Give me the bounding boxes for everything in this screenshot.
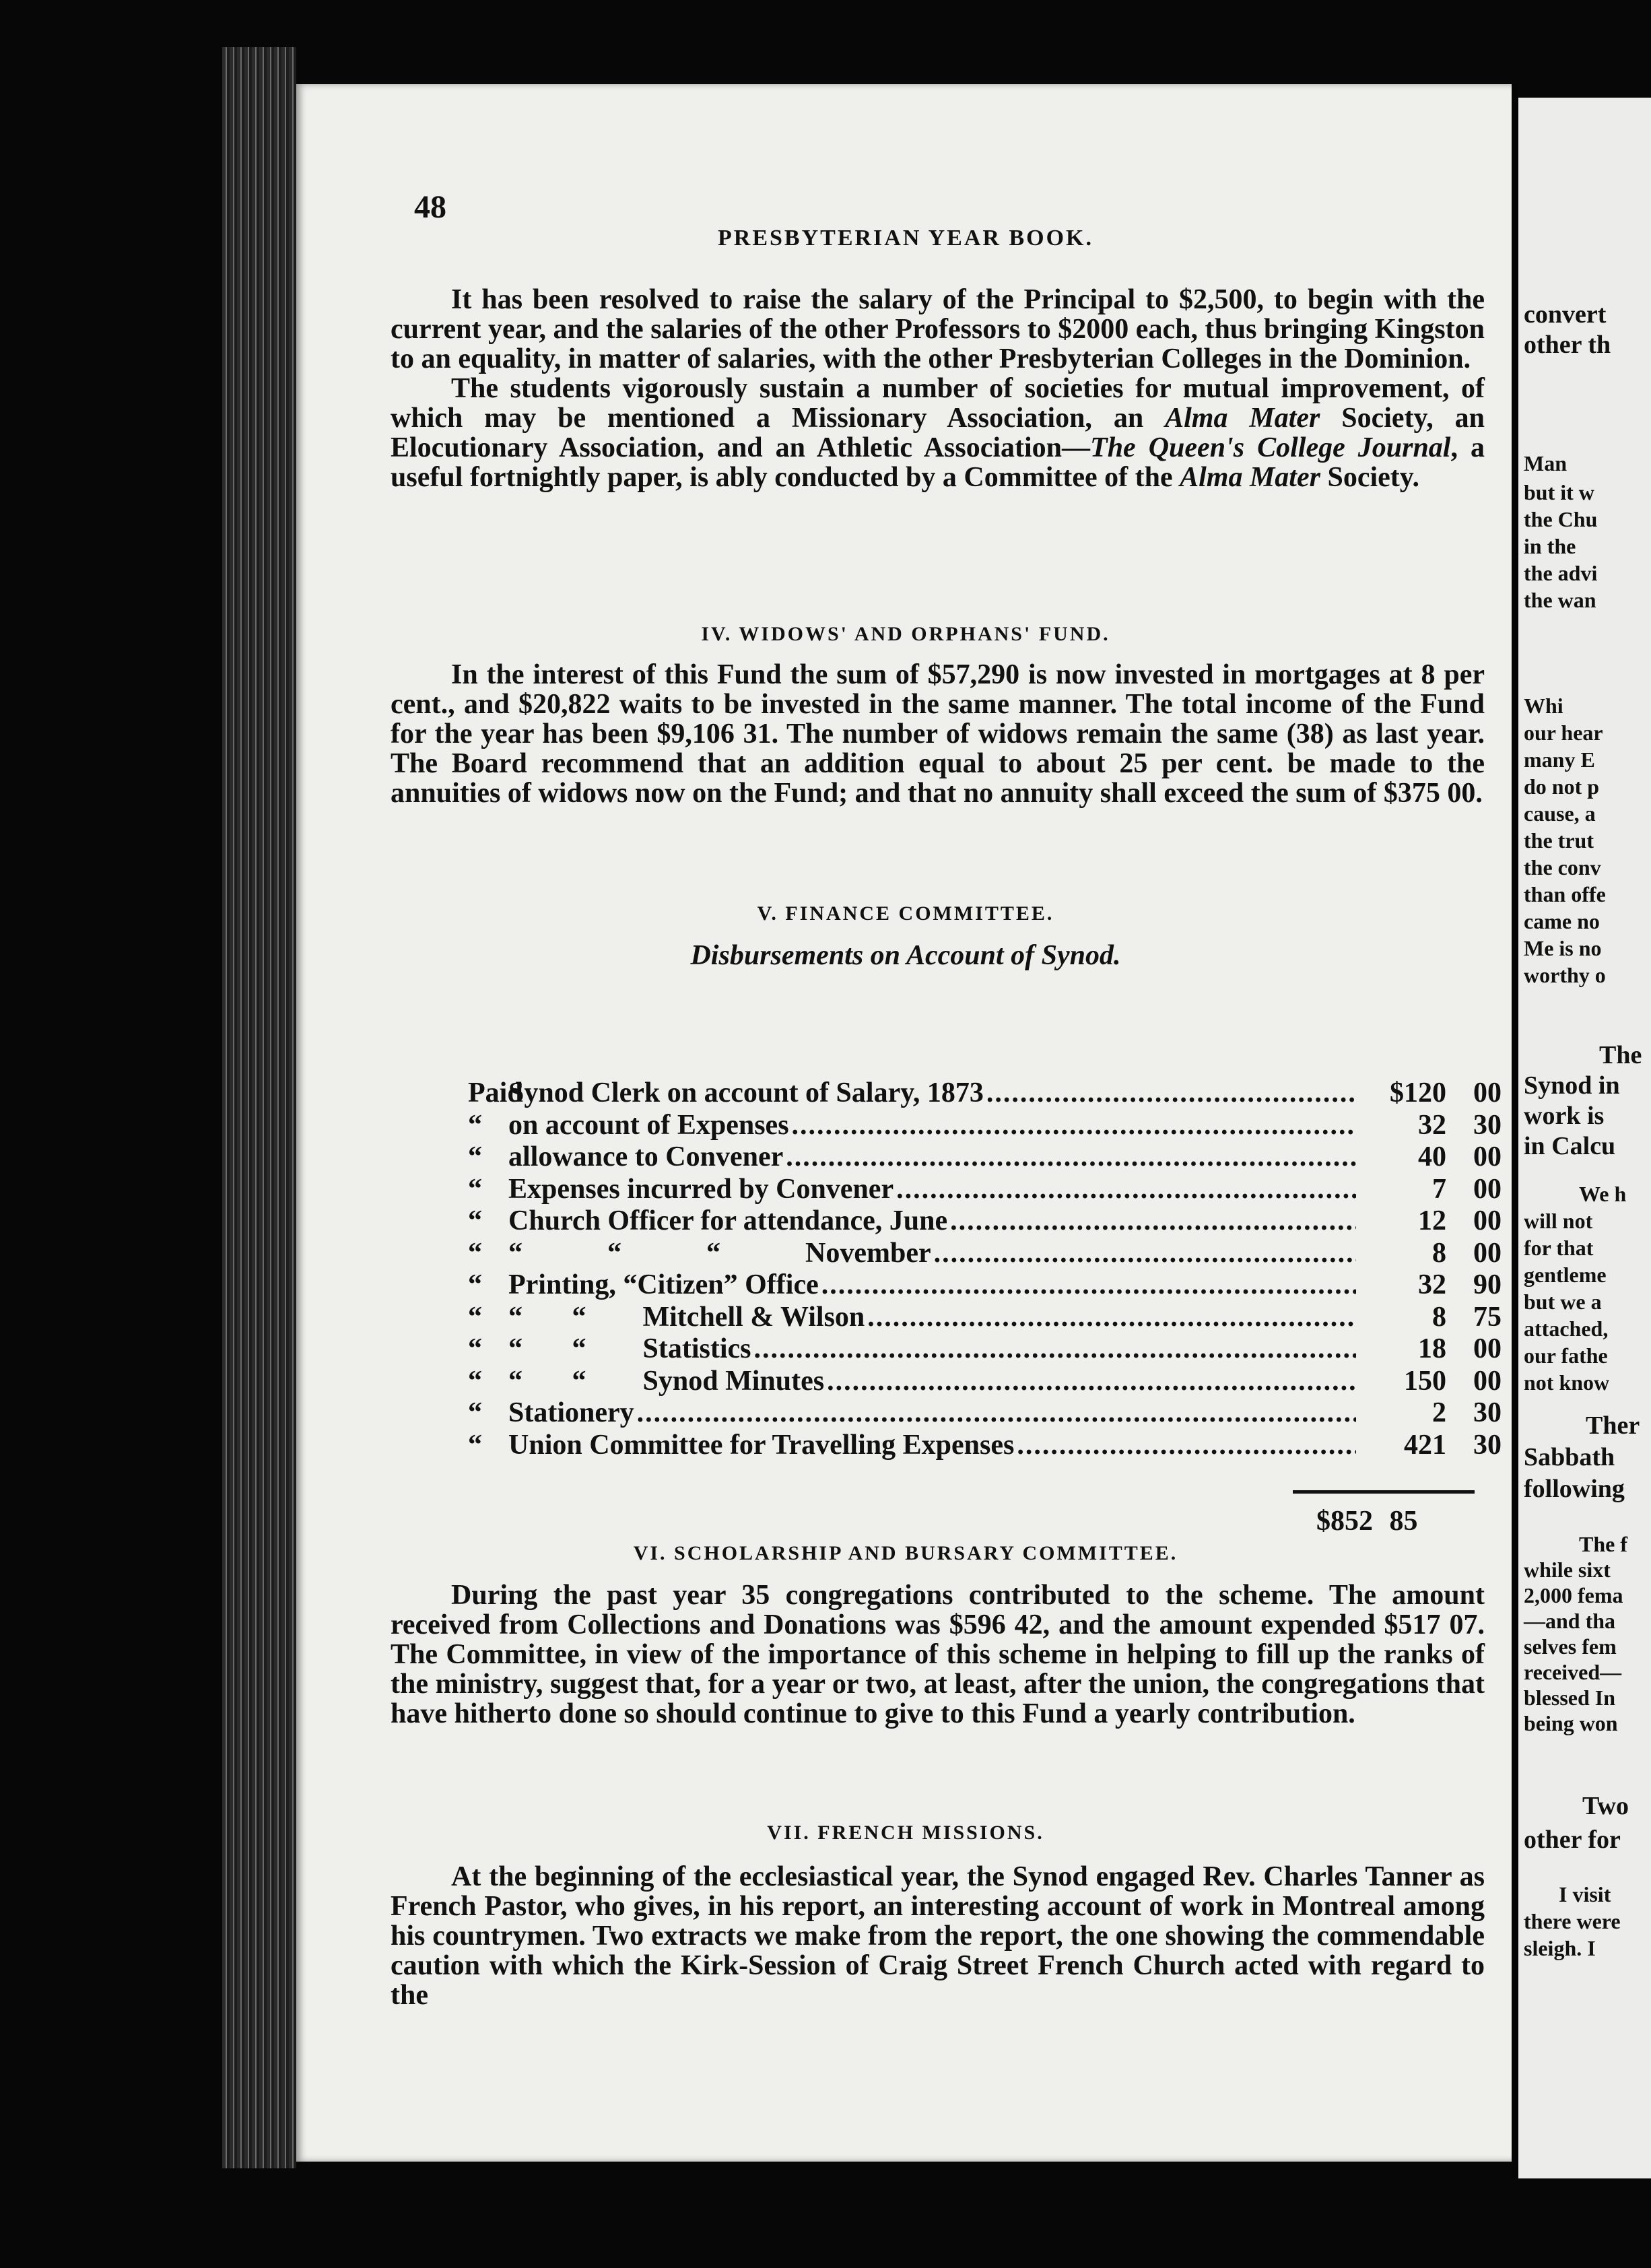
table-row: “ Stationery ..... 2 30 (468, 1397, 1502, 1430)
section-heading-french-missions: VII. FRENCH MISSIONS. (767, 1822, 1044, 1844)
section-body-widows: In the interest of this Fund the sum of $57,290 is now invested in mortgages at 8 per cent., and $20,822 waits to be invested in the same manner. The total income of the Fund for the year has been $9,106 31. The number of widows remain the same (38) as last year. The Board recommend that an addition equal to about 25 per cent. be made to the annuities of widows now on the Fund; and that no annuity shall exceed the sum of $375 00. (391, 659, 1485, 809)
section-heading-widows: IV. WIDOWS' AND ORPHANS' FUND. (701, 623, 1110, 645)
table-row: “ on account of Expenses ..... 32 30 (468, 1110, 1502, 1142)
book-page-edges (222, 47, 296, 2168)
page-number: 48 (414, 189, 446, 225)
adjacent-page-fragment: convert other th Man but it w the Chu in the the advi the wan Whi our hear many E do not p cause, a the trut the conv than offe came no Me is no worthy o The Synod in work is in Calcu We h will not for that gentleme but we a attached, our fathe not know Ther Sabbath following The f while sixt 2,000 fema —and tha selves fem received— blessed In being won Two other for I visit there were sleigh. I (1518, 98, 1651, 2178)
intro-text (391, 285, 1485, 492)
table-row: “ Printing, “Citizen” Office ..... 32 90 (468, 1269, 1502, 1302)
section-heading-scholarship: VI. SCHOLARSHIP AND BURSARY COMMITTEE. (633, 1542, 1178, 1564)
page-gutter (1512, 84, 1518, 2178)
table-row: “ Church Officer for attendance, June ..... 12 00 (468, 1205, 1502, 1238)
table-row: “ “ “ Synod Minutes ..... 150 00 (468, 1366, 1502, 1398)
paragraph-salaries: It has been resolved to raise the salary of the Principal to $2,500, to begin with the current year, and the salaries of the other Professors to $2000 each, thus bringing Kingston to an equality, in matter of salaries, with the other Presbyterian Colleges in the Dominion. (391, 284, 1485, 374)
book-page (296, 84, 1515, 2162)
table-row: “ Union Committee for Travelling Expenses ..... 421 30 (468, 1430, 1502, 1462)
section-body-french-missions: At the beginning of the ecclesiastical year, the Synod engaged Rev. Charles Tanner as French Pastor, who gives, in his report, an interesting account of work in Montreal among his countrymen. Two extracts we make from the report, the one showing the commendable caution with which the Kirk-Session of Craig Street French Church acted with regard to the (391, 1861, 1485, 2011)
disbursements-total: $852 85 (1316, 1506, 1418, 1537)
table-row: “ Expenses incurred by Convener ..... 7 00 (468, 1174, 1502, 1206)
table-row: “ “ “ Statistics ..... 18 00 (468, 1333, 1502, 1366)
total-rule (1293, 1490, 1475, 1494)
table-row: Paid Synod Clerk on account of Salary, 1873 ..... $120 00 (468, 1077, 1502, 1110)
section-body-scholarship: During the past year 35 congregations contributed to the scheme. The amount received from Collections and Donations was $596 42, and the amount expended $517 07. The Committee, in view of the importance of this scheme in helping to fill up the ranks of the ministry, suggest that, for a year or two, at least, after the union, the congregations that have hitherto done so should continue to give to this Fund a yearly contribution. (391, 1580, 1485, 1729)
table-row: “ “ “ “ November ..... 8 00 (468, 1238, 1502, 1270)
paragraph-societies: The students vigorously sustain a number of societies for mutual improvement, of which may be mentioned a Missionary Association, an Alma Mater Society, an Elocutionary Association, and an Athletic Association—The Queen's College Journal, a useful fortnightly paper, is ably conducted by a Committee of the Alma Mater Society. (391, 373, 1485, 493)
disbursements-table (468, 1077, 1502, 1461)
table-row: “ allowance to Convener ..... 40 00 (468, 1141, 1502, 1174)
running-head: PRESBYTERIAN YEAR BOOK. (718, 226, 1093, 251)
table-row: “ “ “ Mitchell & Wilson ..... 8 75 (468, 1302, 1502, 1334)
disbursements-subtitle: Disbursements on Account of Synod. (690, 940, 1121, 971)
section-heading-finance: V. FINANCE COMMITTEE. (757, 902, 1054, 925)
